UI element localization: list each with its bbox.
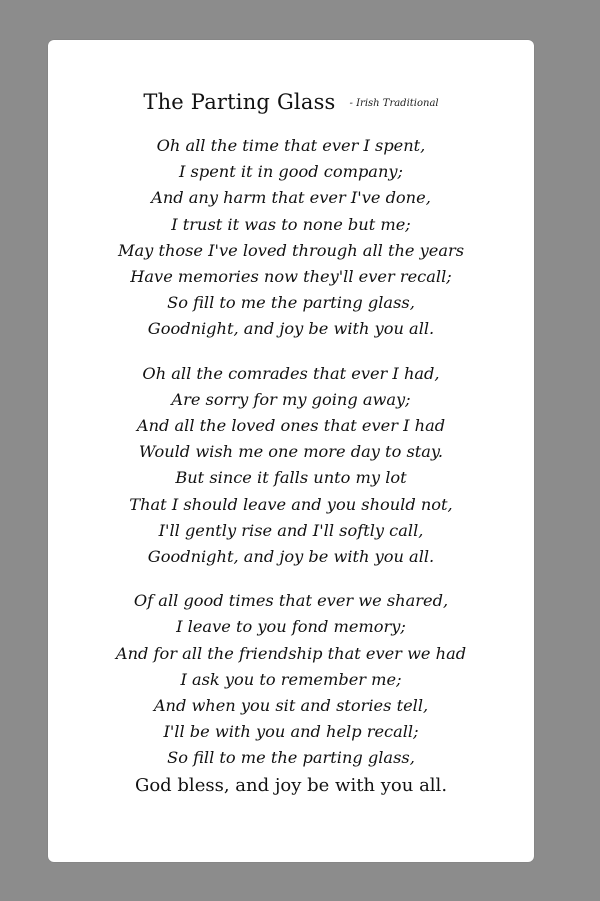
poem-line: Of all good times that ever we shared, [133, 591, 449, 611]
poem-line: Oh all the time that ever I spent, [156, 136, 426, 155]
stanza-3 [48, 588, 534, 799]
poem-line: May those I've loved through all the years [117, 240, 465, 260]
poem-line: Goodnight, and joy be with you all. [147, 319, 435, 339]
poem-line: That I should leave and you should not, [129, 494, 453, 514]
poem-line: But since it falls unto my lot [175, 468, 407, 488]
poem-line: And when you sit and stories tell, [153, 696, 429, 716]
poem-body [48, 133, 534, 800]
poem-line: So fill to me the parting glass, [167, 748, 415, 768]
poem-line: And any harm that ever I've done, [151, 188, 431, 208]
poem-line: Oh all the comrades that ever I had, [142, 363, 440, 383]
stanza-1 [48, 133, 534, 343]
stanza-2 [48, 361, 534, 571]
poem-line: And all the loved ones that ever I had [136, 416, 446, 436]
poem-line: Would wish me one more day to stay. [138, 442, 444, 462]
poem-title: The Parting Glass [143, 90, 336, 114]
poem-line: I spent it in good company; [178, 162, 403, 182]
poem-line: I'll gently rise and I'll softly call, [158, 520, 424, 540]
poem-line: I trust it was to none but me; [171, 214, 411, 234]
poem-line: I'll be with you and help recall; [163, 722, 419, 742]
poem-line: And for all the friendship that ever we had [115, 643, 467, 663]
poem-final-line: God bless, and joy be with you all. [134, 774, 448, 796]
poem-attribution: - Irish Traditional [349, 98, 439, 109]
poem-line: So fill to me the parting glass, [167, 293, 415, 313]
poem-line: I leave to you fond memory; [176, 617, 406, 637]
poem-line: Are sorry for my going away; [171, 389, 411, 409]
poem-line: Have memories now they'll ever recall; [130, 267, 452, 287]
poem-line: Goodnight, and joy be with you all. [147, 547, 435, 567]
poem-line: I ask you to remember me; [180, 669, 402, 689]
poem-card [48, 40, 534, 862]
title-row [48, 90, 534, 114]
